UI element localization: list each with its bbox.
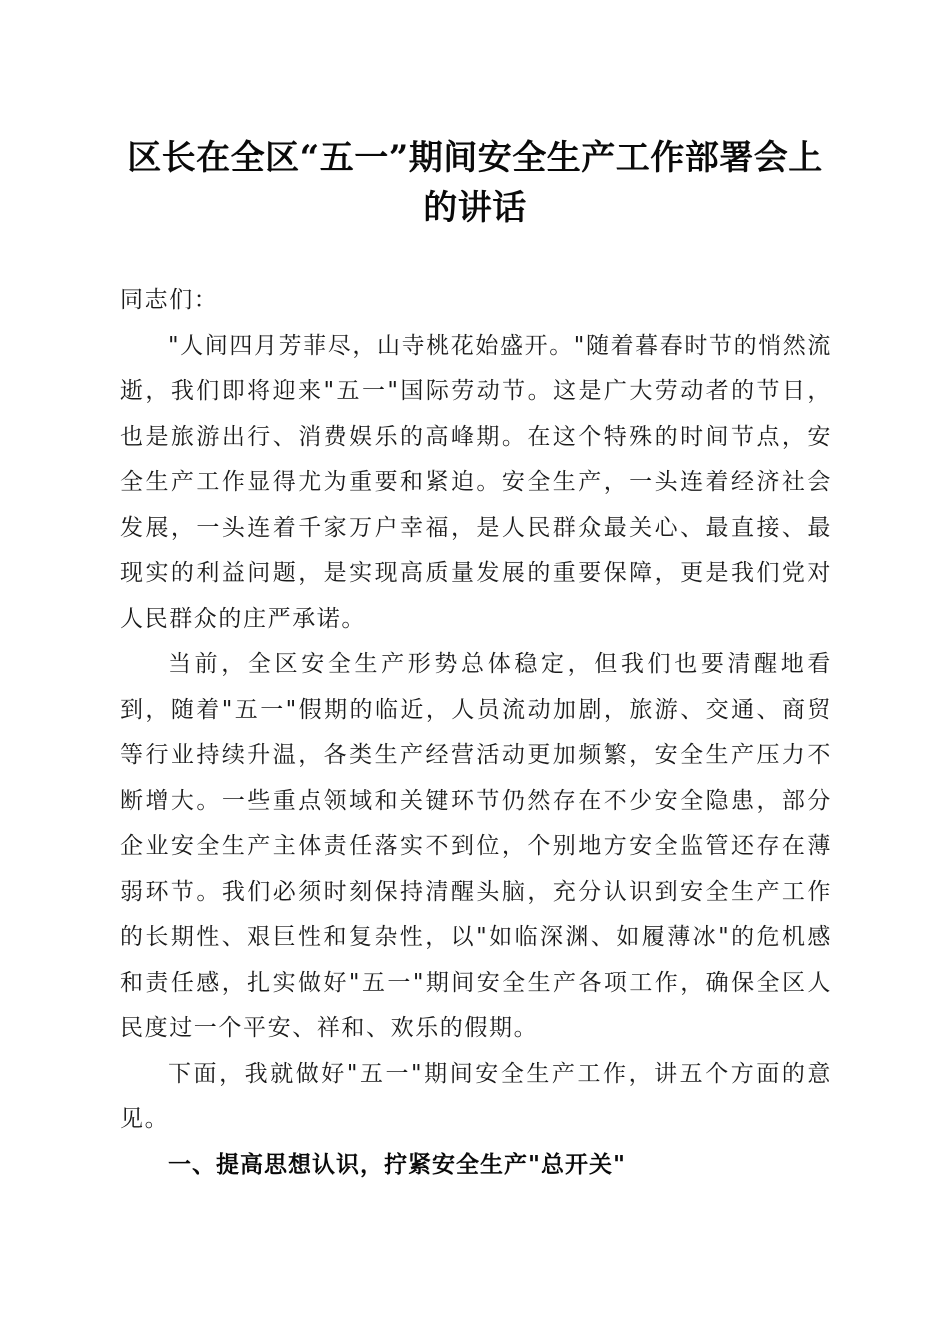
paragraph-current-situation: 当前，全区安全生产形势总体稳定，但我们也要清醒地看到，随着"五一"假期的临近，人员流动加剧，旅游、交通、商贸等行业持续升温，各类生产经营活动更加频繁，安全生产压力不断增大。一些重点领域和关键环节仍然存在不少安全隐患，部分企业安全生产主体责任落实不到位，个别地方安全监管还存在薄弱环节。我们必须时刻保持清醒头脑，充分认识到安全生产工作的长期性、艰巨性和复杂性，以"如临深渊、如履薄冰"的危机感和责任感，扎实做好"五一"期间安全生产各项工作，确保全区人民度过一个平安、祥和、欢乐的假期。 xyxy=(120,651,832,1041)
section-heading: 一、提高思想认识，拧紧安全生产"总开关" xyxy=(168,1151,626,1178)
document-title: 区长在全区“五一”期间安全生产工作部署会上的讲话 xyxy=(127,138,823,228)
paragraph-outline: 下面，我就做好"五一"期间安全生产工作，讲五个方面的意见。 xyxy=(120,1060,832,1132)
salutation: 同志们： xyxy=(120,287,219,313)
paragraph-intro: "人间四月芳菲尽，山寺桃花始盛开。"随着暮春时节的悄然流逝，我们即将迎来"五一"国际劳动节。这是广大劳动者的节日，也是旅游出行、消费娱乐的高峰期。在这个特殊的时间节点，安全生产工作显得尤为重要和紧迫。安全生产，一头连着经济社会发展，一头连着千家万户幸福，是人民群众最关心、最直接、最现实的利益问题，是实现高质量发展的重要保障，更是我们党对人民群众的庄严承诺。 xyxy=(120,332,832,632)
document-body xyxy=(120,278,832,1188)
